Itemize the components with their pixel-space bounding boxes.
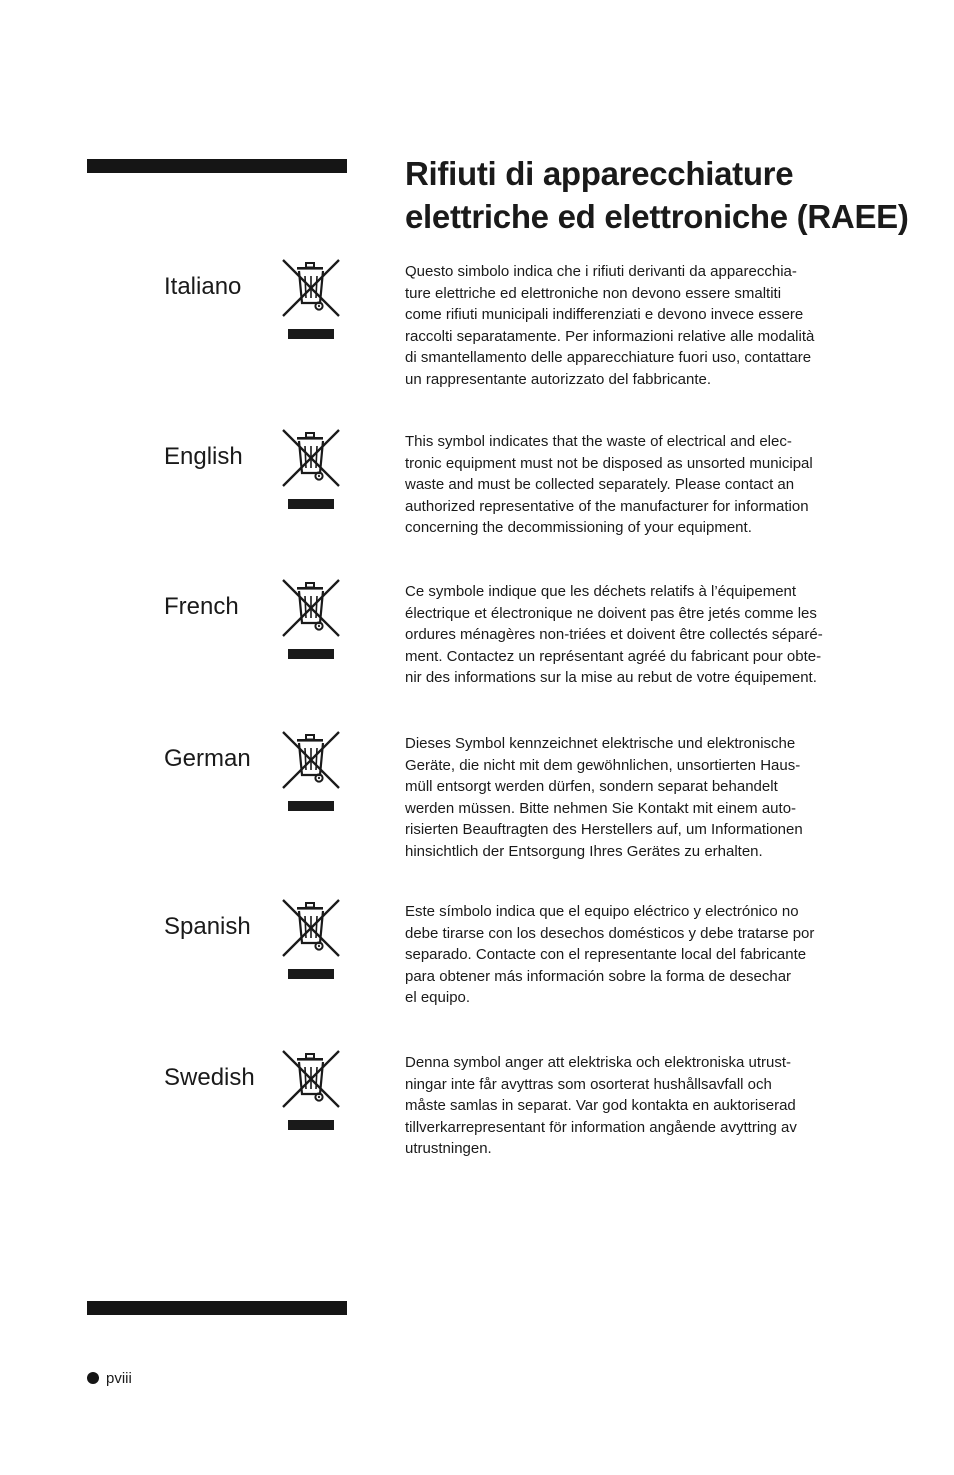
- crossed-out-wheelie-bin-icon: [280, 1049, 342, 1137]
- crossed-out-wheelie-bin-icon: [280, 258, 342, 346]
- language-label: German: [164, 745, 251, 772]
- bullet-icon: [87, 1372, 99, 1384]
- language-label: English: [164, 443, 243, 470]
- text-line: risierten Beauftragten des Herstellers auf, um Informationen: [405, 821, 803, 839]
- crossed-out-wheelie-bin-icon: [280, 898, 342, 986]
- text-line: ture elettriche ed elettroniche non devono essere smaltiti: [405, 284, 782, 302]
- text-line: Geräte, die nicht mit dem gewöhnlichen, unsortierten Haus-: [405, 756, 801, 774]
- title-line: elettriche ed elettroniche (RAEE): [405, 198, 909, 235]
- section-text: [405, 261, 875, 391]
- text-line: separado. Contacte con el representante local del fabricante: [405, 946, 807, 964]
- section-text: [405, 901, 875, 1009]
- text-line: måste samlas in separat. Var god kontakta en auktoriserad: [405, 1097, 796, 1115]
- text-line: raccolti separatamente. Per informazioni relative alle modalità: [405, 327, 815, 345]
- top-rule: [87, 159, 347, 173]
- crossed-out-wheelie-bin-icon: [280, 730, 342, 818]
- text-line: tillverkarrepresentant för information angående avyttring av: [405, 1118, 797, 1136]
- text-line: This symbol indicates that the waste of electrical and elec-: [405, 433, 792, 450]
- text-line: Questo simbolo indica che i rifiuti derivanti da apparecchia-: [405, 263, 797, 280]
- text-line: ment. Contactez un représentant agréé du fabricant pour obte-: [405, 647, 822, 665]
- crossed-out-wheelie-bin-icon: [280, 578, 342, 666]
- text-line: concerning the decommissioning of your equipment.: [405, 519, 752, 537]
- crossed-out-wheelie-bin-icon: [280, 428, 342, 516]
- text-line: debe tirarse con los desechos domésticos y debe tratarse por: [405, 924, 815, 942]
- language-label: Italiano: [164, 273, 242, 300]
- bottom-rule: [87, 1301, 347, 1315]
- text-line: Dieses Symbol kennzeichnet elektrische und elektronische: [405, 735, 796, 752]
- text-line: hinsichtlich der Entsorgung Ihres Gerätes zu erhalten.: [405, 842, 763, 860]
- text-line: di smantellamento delle apparecchiature fuori uso, contattare: [405, 349, 812, 367]
- text-line: waste and must be collected separately. Please contact an: [405, 476, 795, 494]
- language-label: French: [164, 593, 239, 620]
- page-number: pviii: [106, 1369, 132, 1387]
- text-line: nir des informations sur la mise au rebut de votre équipement.: [405, 669, 817, 687]
- text-line: un rappresentante autorizzato del fabbricante.: [405, 370, 712, 388]
- text-line: électrique et électronique ne doivent pas être jetés comme les: [405, 604, 817, 622]
- text-line: el equipo.: [405, 989, 471, 1007]
- text-line: para obtener más información sobre la forma de desechar: [405, 967, 792, 985]
- text-line: tronic equipment must not be disposed as unsorted municipal: [405, 454, 813, 472]
- language-label: Spanish: [164, 913, 251, 940]
- title-line: Rifiuti di apparecchiature: [405, 155, 794, 192]
- text-line: Denna symbol anger att elektriska och elektroniska utrust-: [405, 1054, 792, 1071]
- section-text: [405, 1052, 875, 1160]
- page-title: [405, 152, 925, 238]
- text-line: müll entsorgt werden dürfen, sondern separat behandelt: [405, 778, 778, 796]
- text-line: utrustningen.: [405, 1140, 492, 1158]
- text-line: come rifiuti municipali indifferenziati e devono invece essere: [405, 306, 804, 324]
- section-text: [405, 431, 875, 539]
- section-text: [405, 733, 875, 863]
- text-line: Este símbolo indica que el equipo eléctrico y electrónico no: [405, 903, 799, 920]
- language-label: Swedish: [164, 1064, 255, 1091]
- page-footer: [87, 1368, 132, 1388]
- text-line: ningar inte får avyttras som osorterat hushållsavfall och: [405, 1075, 772, 1093]
- text-line: Ce symbole indique que les déchets relatifs à l’équipement: [405, 583, 797, 600]
- section-text: [405, 581, 875, 689]
- text-line: werden müssen. Bitte nehmen Sie Kontakt mit einem auto-: [405, 799, 797, 817]
- text-line: ordures ménagères non-triées et doivent être collectés séparé-: [405, 626, 823, 644]
- text-line: authorized representative of the manufacturer for information: [405, 497, 809, 515]
